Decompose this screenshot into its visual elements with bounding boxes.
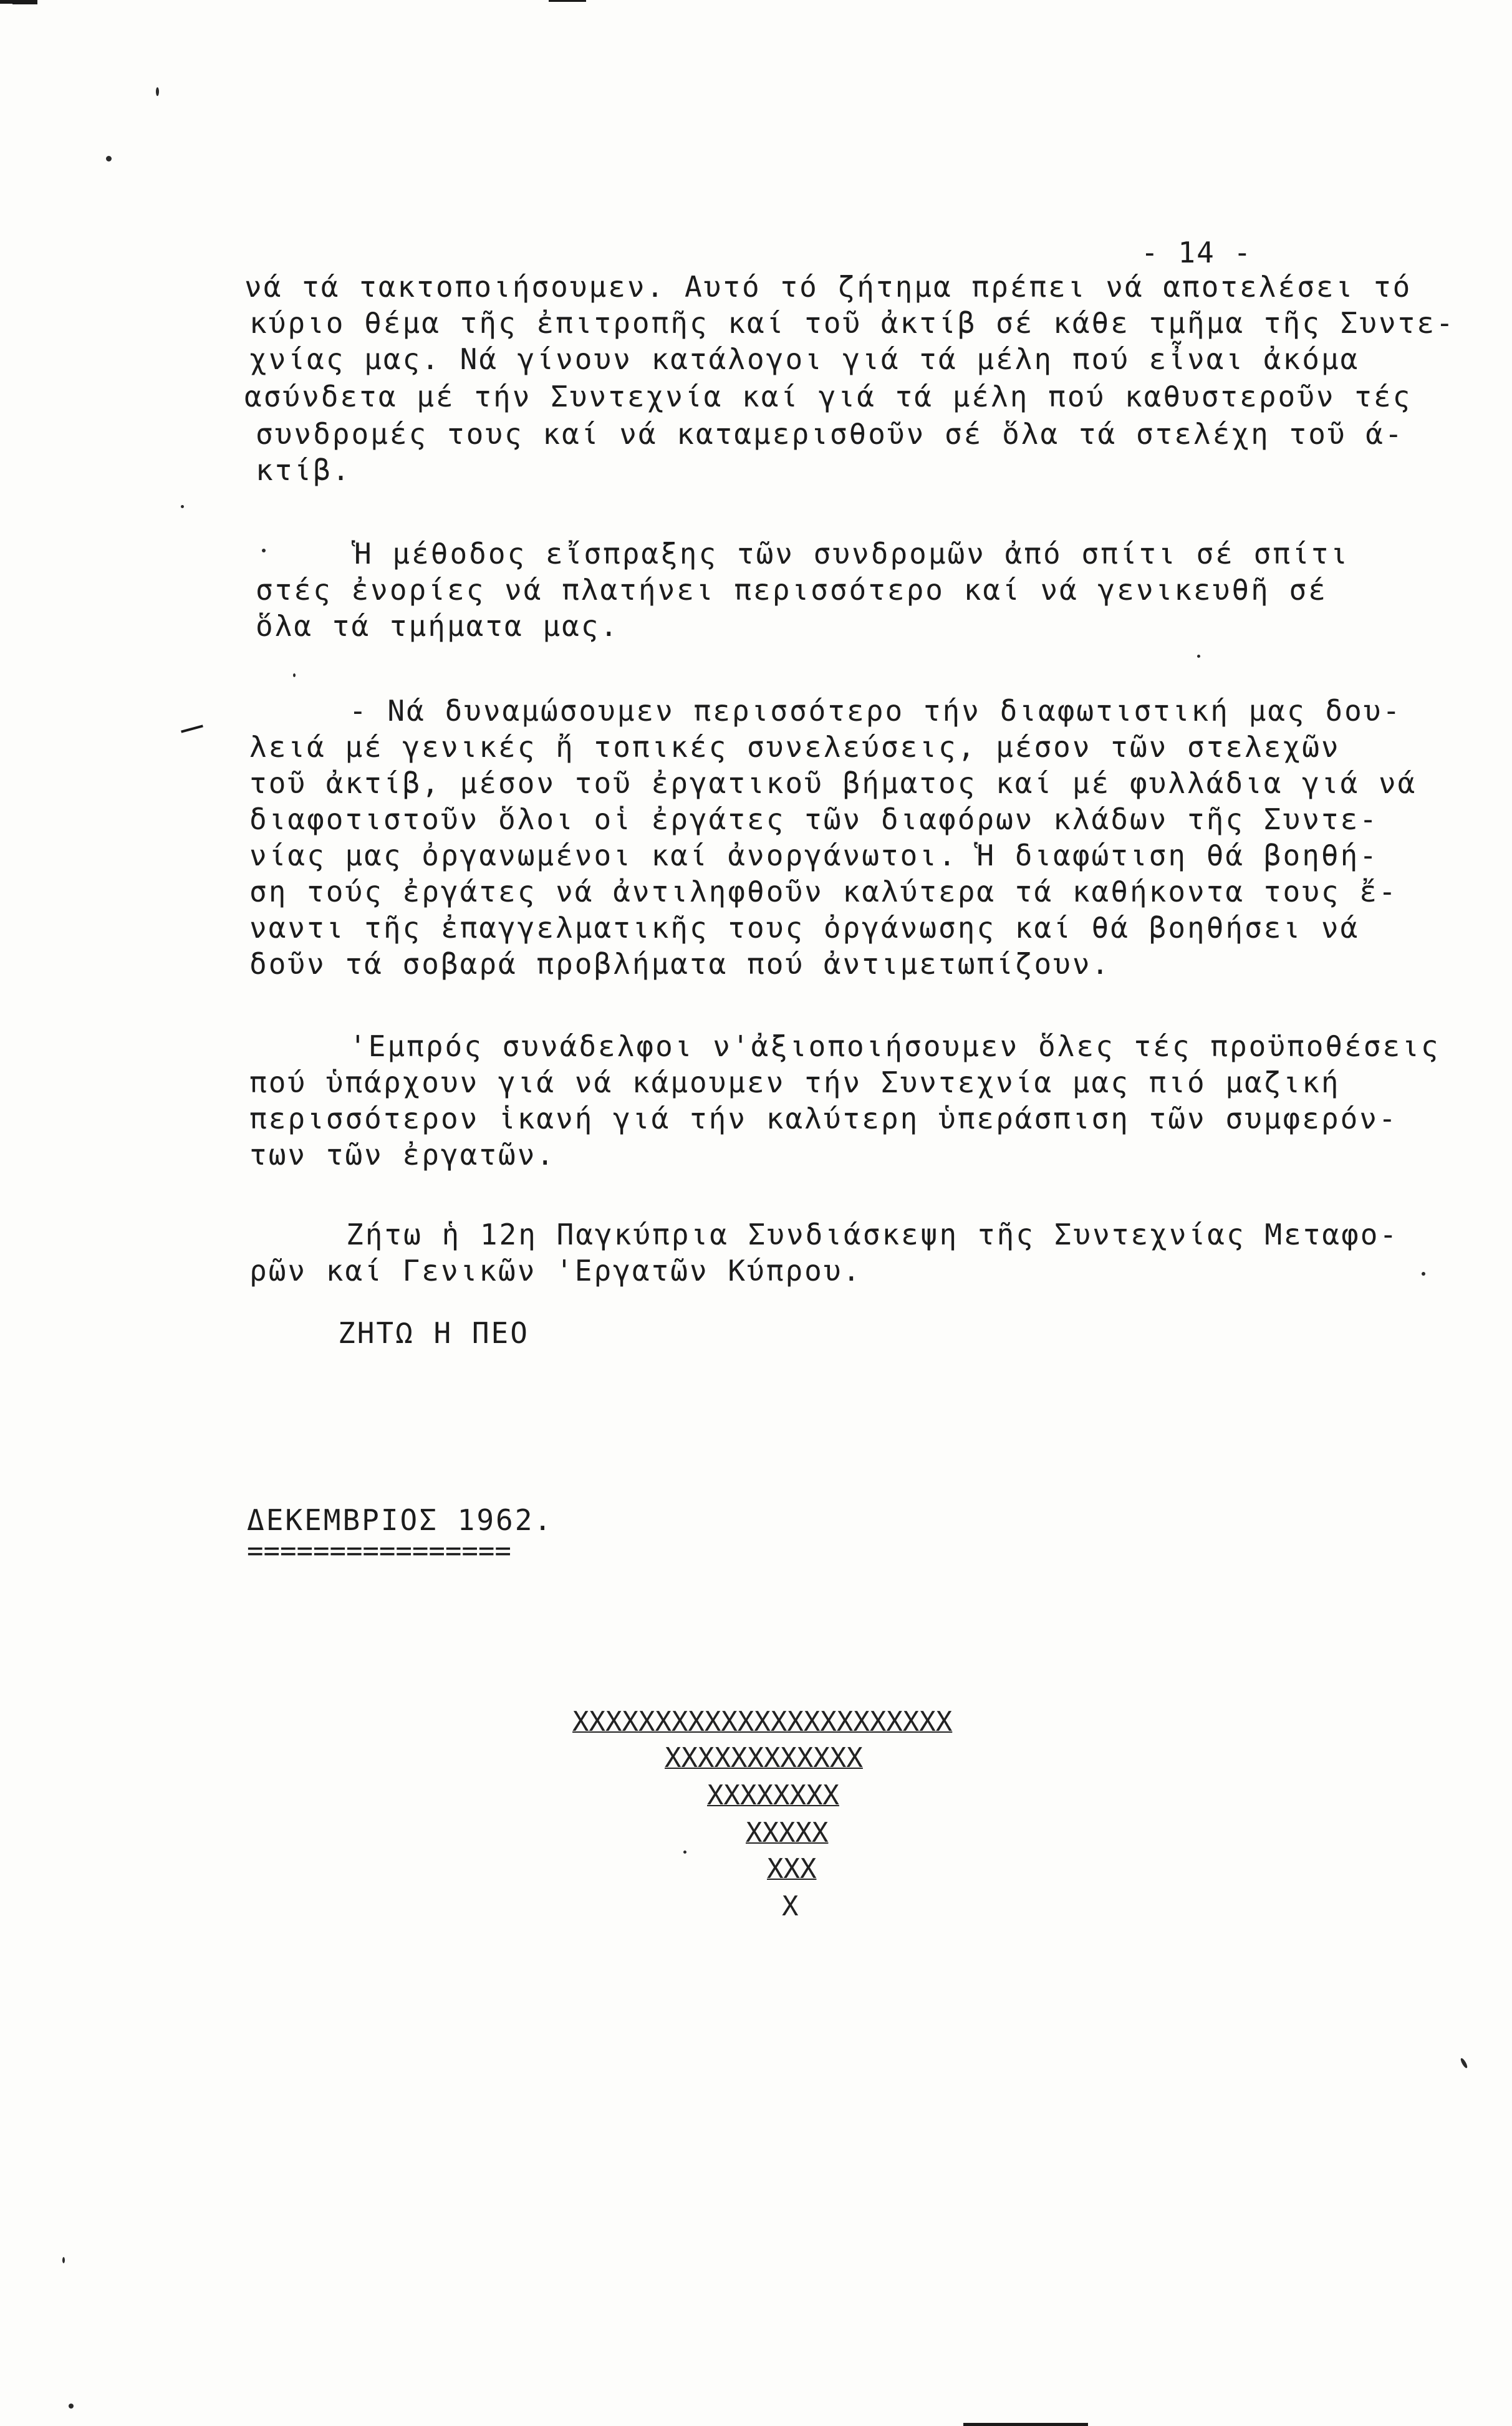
scan-speck (1460, 2058, 1468, 2069)
body-text-line: ναντι τῆς ἐπαγγελματικῆς τους ὀργάνωσης καί θά βοηθήσει νά (249, 911, 1360, 945)
body-text-line: κτίβ. (256, 453, 352, 487)
end-mark-row: XXXXXXXX (707, 1779, 839, 1811)
scan-artifact-top-left-2 (12, 2, 37, 4)
body-text-line: 'Εμπρός συνάδελφοι ν'ἀξιοποιήσουμεν ὅλες τές προϋποθέσεις (349, 1029, 1440, 1063)
body-text-line: ρῶν καί Γενικῶν 'Εργατῶν Κύπρου. (249, 1254, 862, 1288)
body-text-line: δοῦν τά σοβαρά προβλήματα πού ἀντιμετωπίζουν. (249, 947, 1111, 981)
body-text-line: ασύνδετα μέ τήν Συντεχνία καί γιά τά μέλη πού καθυστεροῦν τές (244, 380, 1412, 413)
body-text-line: τοῦ ἀκτίβ, μέσον τοῦ ἐργατικοῦ βήματος καί μέ φυλλάδια γιά νά (249, 766, 1417, 800)
scan-artifact-bottom (963, 2423, 1088, 2426)
scan-artifact-top-center (549, 0, 586, 2)
body-text-line: Ζήτω ἡ 12η Παγκύπρια Συνδιάσκεψη τῆς Συντεχνίας Μεταφο- (346, 1218, 1399, 1251)
scan-speck (69, 2404, 74, 2409)
body-text-line: διαφοτιστοῦν ὅλοι οἱ ἐργάτες τῶν διαφόρων κλάδων τῆς Συντε- (249, 802, 1379, 836)
end-mark-row: XXXXXXXXXXXX (665, 1742, 863, 1774)
end-mark-row: XXXXX (746, 1817, 829, 1849)
body-text-line: νά τά τακτοποιήσουμεν. Αυτό τό ζήτημα πρέπει νά αποτελέσει τό (244, 270, 1412, 304)
body-text-line: περισσότερον ἱκανή γιά τήν καλύτερη ὑπεράσπιση τῶν συμφερόν- (249, 1102, 1398, 1135)
end-mark-row: XXX (767, 1853, 817, 1885)
scan-speck (683, 1851, 686, 1854)
body-text-line: νίας μας ὀργανωμένοι καί ἀνοργάνωτοι. Ἡ διαφώτιση θά βοηθή- (249, 839, 1379, 872)
document-date: ΔΕΚΕΜΒΡΙΟΣ 1962. (247, 1503, 554, 1537)
body-text-line: πού ὑπάρχουν γιά νά κάμουμεν τήν Συντεχνία μας πιό μαζική (249, 1066, 1341, 1099)
body-text-line: - Νά δυναμώσουμεν περισσότερο τήν διαφωτιστική μας δου- (349, 694, 1402, 728)
scan-speck (156, 87, 159, 96)
scan-speck (262, 549, 266, 552)
body-text-line: στές ἐνορίες νά πλατήνει περισσότερο καί νά γενικευθῆ σέ (256, 573, 1327, 607)
body-text-line: χνίας μας. Νά γίνουν κατάλογοι γιά τά μέλη πού εἶναι ἀκόμα (249, 342, 1360, 376)
body-text-line: κύριο θέμα τῆς ἐπιτροπῆς καί τοῦ ἀκτίβ σέ κάθε τμῆμα τῆς Συντε- (249, 306, 1455, 340)
body-text-line: λειά μέ γενικές ἤ τοπικές συνελεύσεις, μέσον τῶν στελεχῶν (249, 730, 1341, 764)
body-text-line: συνδρομές τους καί νά καταμερισθοῦν σέ ὅλα τά στελέχη τοῦ ά- (256, 417, 1404, 451)
body-text-line: Ἡ μέθοδος εἴσπραξης τῶν συνδρομῶν ἀπό σπίτι σέ σπίτι (354, 537, 1350, 570)
end-mark-row: X (782, 1890, 799, 1922)
body-text-line: ὅλα τά τμήματα μας. (256, 609, 620, 643)
body-text-line: ση τούς ἐργάτες νά ἀντιληφθοῦν καλύτερα τά καθήκοντα τους ἔ- (249, 875, 1398, 908)
scan-speck (62, 2257, 65, 2263)
scan-speck (181, 505, 184, 508)
scan-dash-left-margin (181, 724, 203, 733)
end-mark-row: XXXXXXXXXXXXXXXXXXXXXXX (572, 1706, 953, 1738)
page-number: - 14 - (1141, 236, 1253, 269)
scan-speck (1422, 1272, 1425, 1276)
date-underline-rule: ================ (247, 1535, 511, 1567)
scan-speck (1197, 655, 1200, 658)
scan-speck (293, 673, 296, 677)
scan-speck (106, 156, 112, 161)
body-text-line: των τῶν ἐργατῶν. (249, 1138, 556, 1172)
closing-slogan: ΖΗΤΩ Η ΠΕΟ (338, 1316, 529, 1350)
